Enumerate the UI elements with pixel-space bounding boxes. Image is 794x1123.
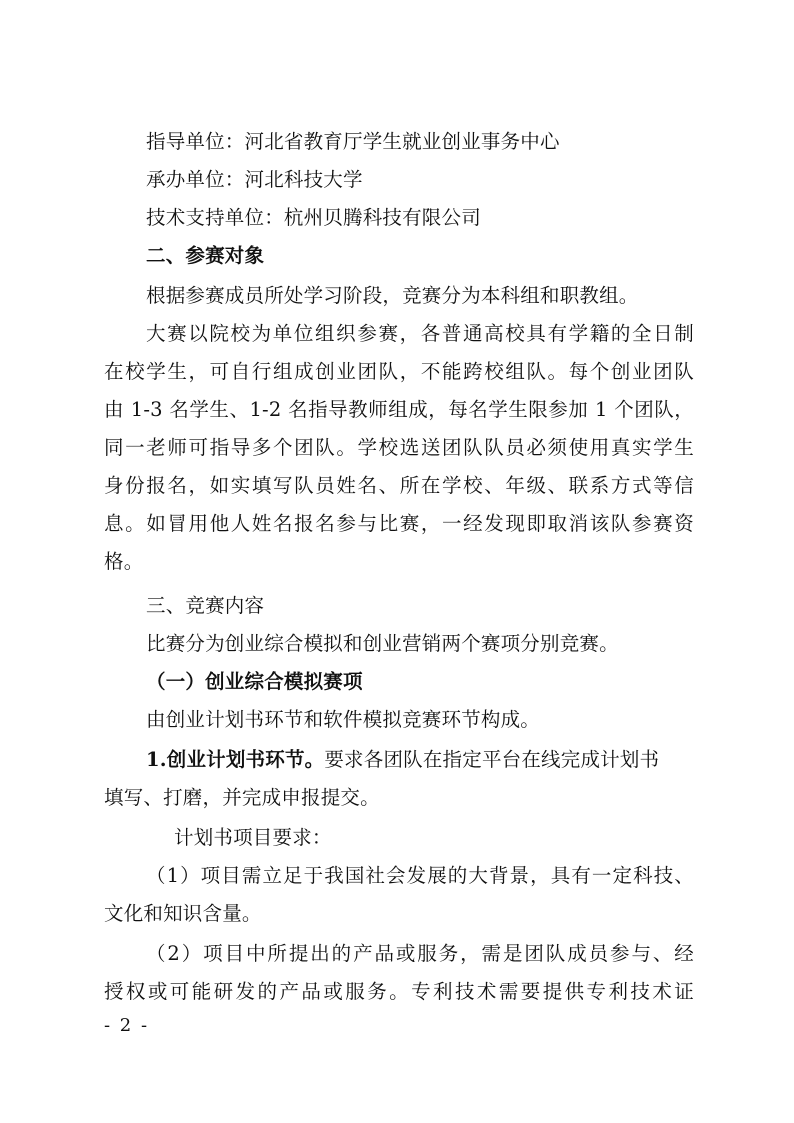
business-plan-item-label: 1.创业计划书环节。 (146, 748, 325, 771)
tech-support-line: 技术支持单位：杭州贝腾科技有限公司 (146, 206, 481, 229)
requirement-1-line: 文化和知识含量。 (104, 902, 262, 925)
plan-requirements-heading: 计划书项目要求： (174, 826, 332, 849)
page-number: - 2 - (104, 1015, 150, 1036)
content-intro: 比赛分为创业综合模拟和创业营销两个赛项分别竞赛。 (146, 632, 619, 655)
participants-paragraph-line: 由 1-3 名学生、1-2 名指导教师组成，每名学生限参加 1 个团队， (104, 398, 694, 421)
requirement-2-line: （2）项目中所提出的产品或服务，需是团队成员参与、经 (146, 942, 694, 965)
participants-paragraph-line: 身份报名，如实填写队员姓名、所在学校、年级、联系方式等信 (104, 474, 694, 497)
participants-paragraph-line: 息。如冒用他人姓名报名参与比赛，一经发现即取消该队参赛资 (104, 512, 694, 535)
participants-paragraph-line: 格。 (104, 550, 144, 573)
subsection-heading-simulation: （一）创业综合模拟赛项 (146, 670, 363, 693)
requirement-1-line: （1）项目需立足于我国社会发展的大背景，具有一定科技、 (146, 864, 694, 887)
participants-paragraph-line: 在校学生，可自行组成创业团队，不能跨校组队。每个创业团队 (104, 360, 694, 383)
participants-paragraph-line: 大赛以院校为单位组织参赛，各普通高校具有学籍的全日制 (146, 322, 694, 345)
requirement-2-line: 授权或可能研发的产品或服务。专利技术需要提供专利技术证 (104, 980, 694, 1003)
business-plan-item-continued: 填写、打磨，并完成申报提交。 (104, 786, 380, 809)
host-unit-line: 承办单位：河北科技大学 (146, 168, 363, 191)
participants-paragraph-line: 同一老师可指导多个团队。学校选送团队队员必须使用真实学生 (104, 436, 694, 459)
section-heading-content: 三、竞赛内容 (146, 594, 265, 617)
section-heading-participants: 二、参赛对象 (146, 244, 265, 267)
simulation-intro: 由创业计划书环节和软件模拟竞赛环节构成。 (146, 708, 541, 731)
business-plan-item-text: 要求各团队在指定平台在线完成计划书 (324, 748, 660, 771)
guide-unit-line: 指导单位：河北省教育厅学生就业创业事务中心 (146, 130, 560, 153)
business-plan-item (146, 747, 694, 773)
participants-intro: 根据参赛成员所处学习阶段，竞赛分为本科组和职教组。 (146, 284, 639, 307)
